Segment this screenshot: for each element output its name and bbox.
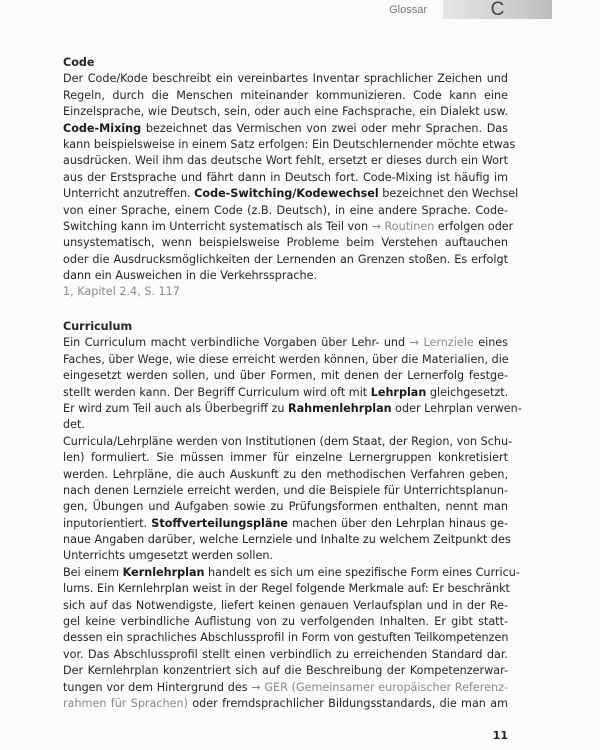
text-line [63, 235, 508, 251]
text-segment: sich auf das Notwendigste, liefert keinen genauen Verlaufsplan und in der Re- [63, 598, 508, 612]
text-line [63, 417, 508, 433]
text-segment: kann beispielsweise in einem Satz erfolgen: Ein Deutschlernender möchte etwas [63, 137, 516, 151]
text-segment: oder Lehrplan verwen- [391, 401, 522, 415]
text-segment: dann ein Ausweichen in die Verkehrssprache. [63, 269, 318, 283]
bold-term: Code-Mixing [63, 121, 142, 135]
text-line [63, 499, 508, 515]
text-segment: bezeichnet das Vermischen von zwei oder mehr Sprachen. Das [141, 121, 508, 135]
bold-term: Stoffverteilungspläne [151, 516, 288, 530]
text-segment: unsystematisch, wenn beispielsweise Probleme beim Verstehen auftauchen [63, 236, 508, 250]
text-segment: tungen vor dem Hintergrund des [63, 680, 252, 694]
text-segment: nach denen Lernziele erreicht werden, und die Beispiele für Unterrichtsplanun- [63, 483, 508, 497]
cross-reference-link: rahmen für Sprachen) [63, 697, 188, 710]
text-line [63, 663, 508, 679]
text-segment: Er wird zum Teil auch als Überbegriff zu [63, 401, 288, 415]
text-segment: Der Kernlehrplan konzentriert sich auf die Beschreibung der Kompetenzerwar- [63, 664, 508, 678]
text-line [63, 203, 508, 219]
text-segment: Regeln, durch die Menschen miteinander kommunizieren. Code kann eine [63, 88, 508, 102]
text-line [63, 153, 508, 169]
entry-body [63, 335, 522, 712]
text-segment: Unterricht anzutreffen. [63, 187, 195, 201]
text-segment: werden. Lehrpläne, die auch Auskunft zu den methodischen Verfahren geben, [63, 467, 508, 481]
cross-reference-link: → Lernziele [409, 336, 474, 350]
text-line [63, 516, 508, 532]
text-segment: Ein Curriculum macht verbindliche Vorgaben über Lehr- und [63, 336, 410, 350]
text-line [63, 630, 508, 646]
bold-term: Kernlehrplan [122, 565, 205, 579]
text-line [63, 467, 508, 483]
text-line [63, 680, 508, 696]
text-segment: eingesetzt werden sollen, und über Formen, mit denen der Lernerfolg festge- [63, 369, 508, 383]
text-line [63, 335, 508, 351]
text-segment: von einer Sprache, einem Code (z.B. Deutsch), in eine andere Sprache. Code- [63, 203, 508, 217]
text-line [63, 88, 508, 104]
text-line [63, 581, 508, 597]
text-line [63, 450, 508, 466]
text-segment: Einzelsprache, wie Deutsch, sein, oder auch eine Fachsprache, ein Dialekt usw. [63, 105, 508, 119]
text-segment: Bei einem [63, 565, 123, 579]
text-segment: bezeichnet den Wechsel [378, 187, 519, 201]
section-letter-tab: C [443, 0, 552, 19]
text-line [63, 548, 508, 564]
text-segment: len) formuliert. Sie müssen immer für einzelne Lernergruppen konkretisiert [63, 451, 508, 465]
text-segment: oder die Ausdrucksmöglichkeiten der Lernenden an Grenzen stoßen. Es erfolgt [63, 252, 508, 266]
bold-term: Code-Switching/Kodewechsel [194, 187, 379, 201]
text-line [63, 268, 508, 284]
text-segment: dessen ein sprachliches Abschlussprofil in Form von gestuften Teilkompetenzen [63, 631, 509, 645]
text-line [63, 137, 516, 153]
text-line [63, 401, 522, 417]
text-segment: aus der Erstsprache und fährt dann in Deutsch fort. Code-Mixing ist häufig im [63, 170, 508, 184]
text-line [63, 121, 508, 137]
page-number: 11 [492, 729, 508, 742]
text-segment: vor. Das Abschlussprofil stellt einen verbindlich zu erreichenden Standard dar. [63, 647, 508, 661]
text-line [63, 647, 508, 663]
text-segment: oder fremdsprachlicher Bildungsstandards, die man am [187, 697, 508, 710]
text-line [63, 696, 508, 712]
text-line [63, 434, 513, 450]
glossary-entry-curriculum [63, 319, 522, 712]
bold-term: Lehrplan [370, 385, 427, 399]
text-segment: handelt es sich um eine spezifische Form eines Curricu- [204, 565, 520, 579]
glossary-entry-code [63, 55, 519, 301]
text-segment: gleichgesetzt. [426, 385, 509, 399]
text-segment: Faches, über Wege, wie diese erreicht werden können, über die Materialien, die [63, 352, 509, 366]
text-segment: naue Angaben darüber, welche Lernziele und Inhalte zu welchem Zeitpunkt des [63, 533, 511, 547]
entry-body [63, 71, 519, 284]
cross-reference-link: → GER (Gemeinsamer europäischer Referenz- [251, 680, 509, 694]
text-segment: eines [473, 336, 509, 350]
text-segment: gel keine verbindliche Auflistung von zu verfolgenden Inhalten. Er gibt statt- [63, 615, 508, 629]
text-line [63, 565, 520, 581]
text-line [63, 614, 508, 630]
text-segment: machen über den Lehrplan hinaus ge- [288, 516, 508, 530]
text-segment: Switching kann im Unterricht systematisch als Teil von [63, 219, 372, 233]
text-segment: Unterrichts umgesetzt werden sollen. [63, 549, 274, 563]
text-line [63, 532, 511, 548]
text-segment: stellt werden kann. Der Begriff Curriculum wird oft mit [63, 385, 371, 399]
entry-title: Curriculum [63, 320, 133, 333]
text-line [63, 252, 508, 268]
text-segment: lums. Ein Kernlehrplan weist in der Regel folgende Merkmale auf: Er beschränkt [63, 582, 510, 596]
text-line [63, 219, 514, 235]
text-line [63, 71, 508, 87]
text-line [63, 483, 508, 499]
text-segment: ausdrücken. Weil ihm das deutsche Wort fehlt, ersetzt er dieses durch ein Wort [63, 154, 508, 168]
text-line [63, 104, 508, 120]
text-segment: inputorientiert. [63, 516, 152, 530]
text-line [63, 352, 508, 368]
text-segment: gen, Übungen und Aufgaben sowie zu Prüfungsformen enthalten, nennt man [63, 500, 508, 514]
text-line [63, 170, 508, 186]
entry-citation: 1, Kapitel 2.4, S. 117 [63, 285, 180, 299]
text-segment: det. [63, 418, 85, 432]
bold-term: Rahmenlehrplan [288, 401, 392, 415]
running-header-section: Glossar [389, 4, 427, 16]
text-segment: erfolgen oder [434, 219, 514, 233]
text-line [63, 186, 519, 202]
entry-title: Code [63, 56, 95, 69]
text-line [63, 368, 508, 384]
text-segment: Der Code/Kode beschreibt ein vereinbartes Inventar sprachlicher Zeichen und [63, 72, 508, 86]
cross-reference-link: → Routinen [371, 219, 435, 233]
text-line [63, 385, 508, 401]
text-line [63, 598, 508, 614]
text-segment: Curricula/Lehrpläne werden von Institutionen (dem Staat, der Region, von Schu- [63, 434, 513, 448]
